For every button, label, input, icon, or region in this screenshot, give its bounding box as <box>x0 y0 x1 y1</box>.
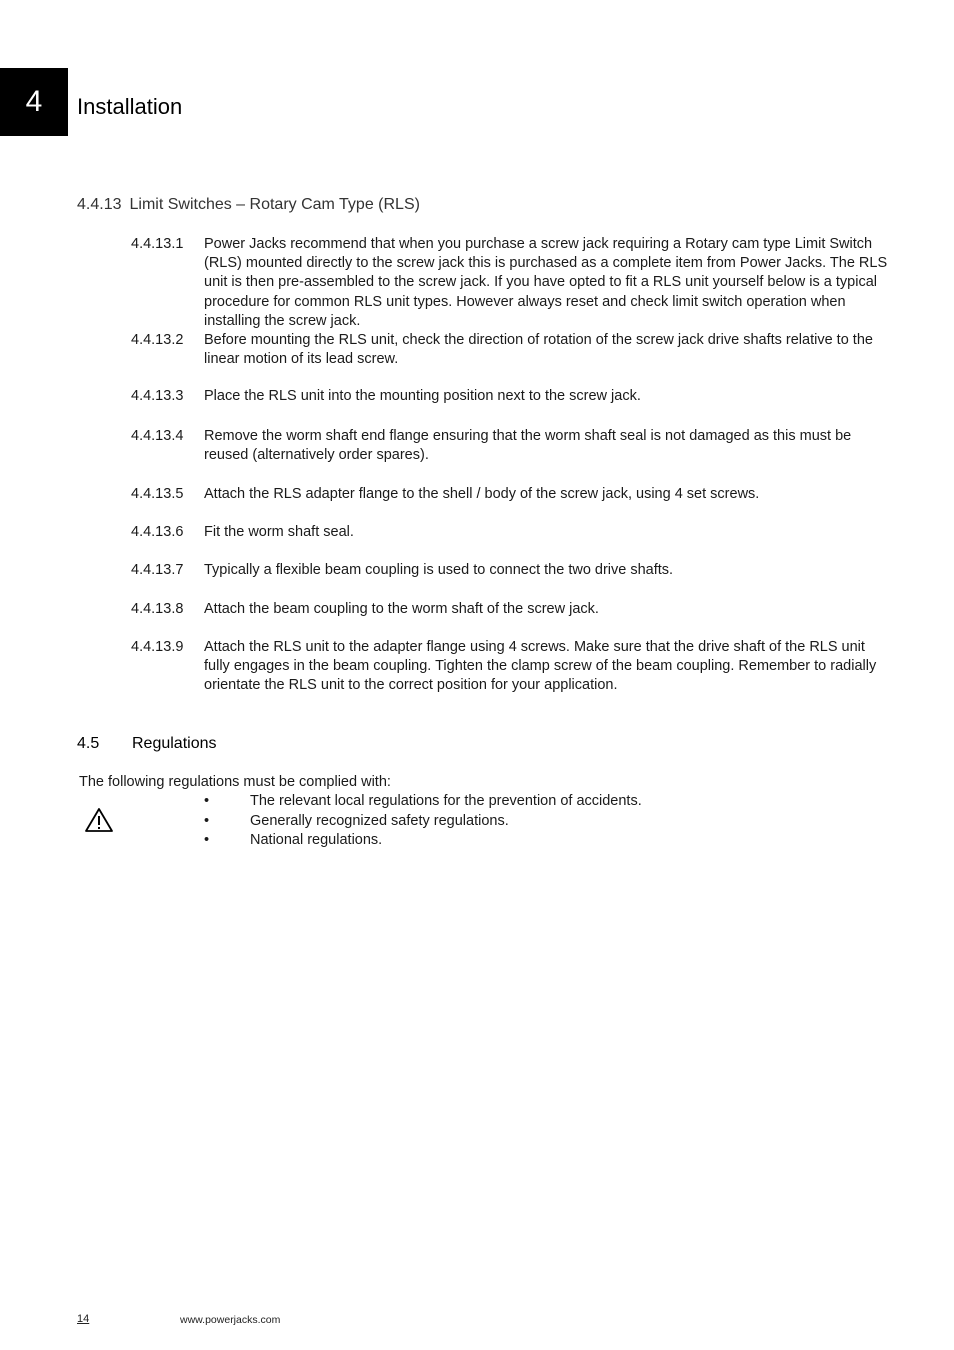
bullet: • <box>204 832 210 849</box>
procedure-item <box>131 427 891 465</box>
item-text: Fit the worm shaft seal. <box>204 524 354 541</box>
item-number: 4.4.13.8 <box>131 600 184 617</box>
list-item <box>204 831 642 851</box>
procedure-item <box>131 235 891 331</box>
item-text: Place the RLS unit into the mounting position next to the screw jack. <box>204 388 641 405</box>
item-number: 4.4.13.9 <box>131 638 184 655</box>
regulations-list <box>204 792 642 851</box>
procedure-item <box>131 485 891 504</box>
procedure-item <box>131 600 891 619</box>
footer-url[interactable]: www.powerjacks.com <box>180 1314 281 1326</box>
subsection-title: Limit Switches – Rotary Cam Type (RLS) <box>129 196 420 213</box>
item-number: 4.4.13.7 <box>131 562 184 579</box>
subsection-heading <box>77 194 420 216</box>
item-number: 4.4.13.6 <box>131 524 184 541</box>
item-number: 4.4.13.3 <box>131 388 184 405</box>
procedure-item <box>131 638 891 696</box>
list-item-text: National regulations. <box>250 832 383 849</box>
procedure-item <box>131 331 891 369</box>
item-number: 4.4.13.5 <box>131 486 184 503</box>
item-number: 4.4.13.4 <box>131 427 184 444</box>
regulations-intro: The following regulations must be complied with: <box>79 774 391 790</box>
item-number: 4.4.13.1 <box>131 236 184 252</box>
section-title: Regulations <box>132 735 217 752</box>
item-text: Remove the worm shaft end flange ensuring that the worm shaft seal is not damaged as this must be reused (alternatively order spares). <box>204 427 852 463</box>
procedure-item <box>131 387 891 406</box>
item-text: Attach the RLS unit to the adapter flange using 4 screws. Make sure that the drive shaft of the RLS unit fully engages in the beam coupling. Tighten the clamp screw of the beam coupling. Remember to radially orientate the RLS unit to the correct position for your application. <box>204 638 877 694</box>
item-text: Attach the RLS adapter flange to the shell / body of the screw jack, using 4 set screws. <box>204 486 760 503</box>
item-text: Before mounting the RLS unit, check the direction of rotation of the screw jack drive shafts relative to the linear motion of its lead screw. <box>204 332 873 368</box>
section-heading <box>77 733 217 755</box>
chapter-number-box: 4 <box>0 68 68 136</box>
section-number: 4.5 <box>77 735 100 752</box>
subsection-number: 4.4.13 <box>77 196 122 213</box>
bullet: • <box>204 812 210 829</box>
item-text: Attach the beam coupling to the worm shaft of the screw jack. <box>204 600 599 617</box>
item-text: Typically a flexible beam coupling is used to connect the two drive shafts. <box>204 562 674 579</box>
procedure-list <box>131 235 891 695</box>
list-item-text: Generally recognized safety regulations. <box>250 812 509 829</box>
procedure-item <box>131 561 891 580</box>
chapter-title: Installation <box>77 94 183 119</box>
item-number: 4.4.13.2 <box>131 332 184 349</box>
item-text: Power Jacks recommend that when you purchase a screw jack requiring a Rotary cam type Limit Switch (RLS) mounted directly to the screw jack this is purchased as a complete item from Power Jacks. The RLS unit is then pre-assembled to the screw jack. If you have opted to fit a RLS unit yourself below is a typical procedure for common RLS unit types. However always reset and check limit switch operation when installing the screw jack. <box>204 236 888 329</box>
procedure-item <box>131 523 891 542</box>
bullet: • <box>204 793 210 809</box>
warning-triangle-icon <box>84 807 114 833</box>
page-number: 14 <box>77 1313 90 1325</box>
list-item <box>204 792 642 812</box>
list-item <box>204 812 642 832</box>
list-item-text: The relevant local regulations for the prevention of accidents. <box>250 793 642 809</box>
